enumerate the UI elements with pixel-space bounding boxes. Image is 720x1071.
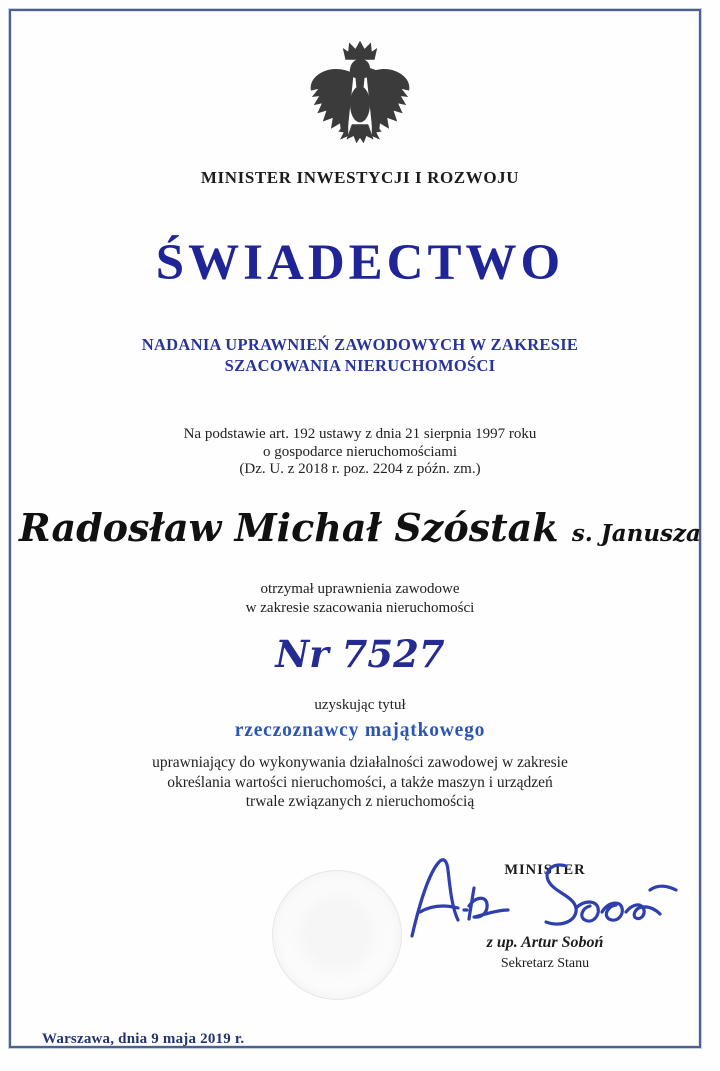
license-number: Nr 7527 (275, 632, 445, 676)
professional-title-intro: uzyskując tytuł (314, 697, 406, 713)
legal-basis-line-3: (Dz. U. z 2018 r. poz. 2204 z późn. zm.) (239, 461, 481, 477)
embossed-seal-icon (272, 870, 402, 1000)
subtitle-line-2: SZACOWANIA NIERUCHOMOŚCI (224, 356, 496, 375)
grant-line-2: w zakresie szacowania nieruchomości (245, 600, 475, 616)
signature-position-label: MINISTER (504, 862, 586, 878)
recipient-patronymic: s. Janusza (571, 520, 701, 547)
handwritten-signature-icon (398, 850, 698, 946)
recipient-name (0, 505, 720, 550)
scope-line-3: trwale związanych z nieruchomością (245, 793, 475, 810)
document-title: ŚWIADECTWO (155, 235, 565, 291)
scope-line-1: uprawniający do wykonywania działalności zawodowej w zakresie (152, 754, 568, 771)
recipient-full-name: Radosław Michał Szóstak (19, 505, 559, 550)
grant-line-1: otrzymał uprawnienia zawodowe (260, 581, 460, 597)
subtitle-line-1: NADANIA UPRAWNIEŃ ZAWODOWYCH W ZAKRESIE (141, 335, 579, 354)
legal-basis-line-1: Na podstawie art. 192 ustawy z dnia 21 sierpnia 1997 roku (183, 426, 537, 442)
grant-statement (0, 580, 720, 618)
professional-title: rzeczoznawcy majątkowego (234, 720, 486, 741)
scope-statement (0, 753, 720, 812)
ministry-name: MINISTER INWESTYCJI I ROZWOJU (200, 168, 520, 187)
polish-eagle-emblem-icon (0, 36, 720, 163)
signer-title: Sekretarz Stanu (500, 956, 590, 971)
place-and-date: Warszawa, dnia 9 maja 2019 r. (42, 1031, 245, 1047)
legal-basis-line-2: o gospodarce nieruchomościami (262, 443, 458, 460)
legal-basis (0, 426, 720, 479)
signed-by: z up. Artur Soboń (486, 934, 604, 951)
document-subtitle (0, 334, 720, 376)
scope-line-2: określania wartości nieruchomości, a także maszyn i urządzeń (167, 773, 553, 791)
